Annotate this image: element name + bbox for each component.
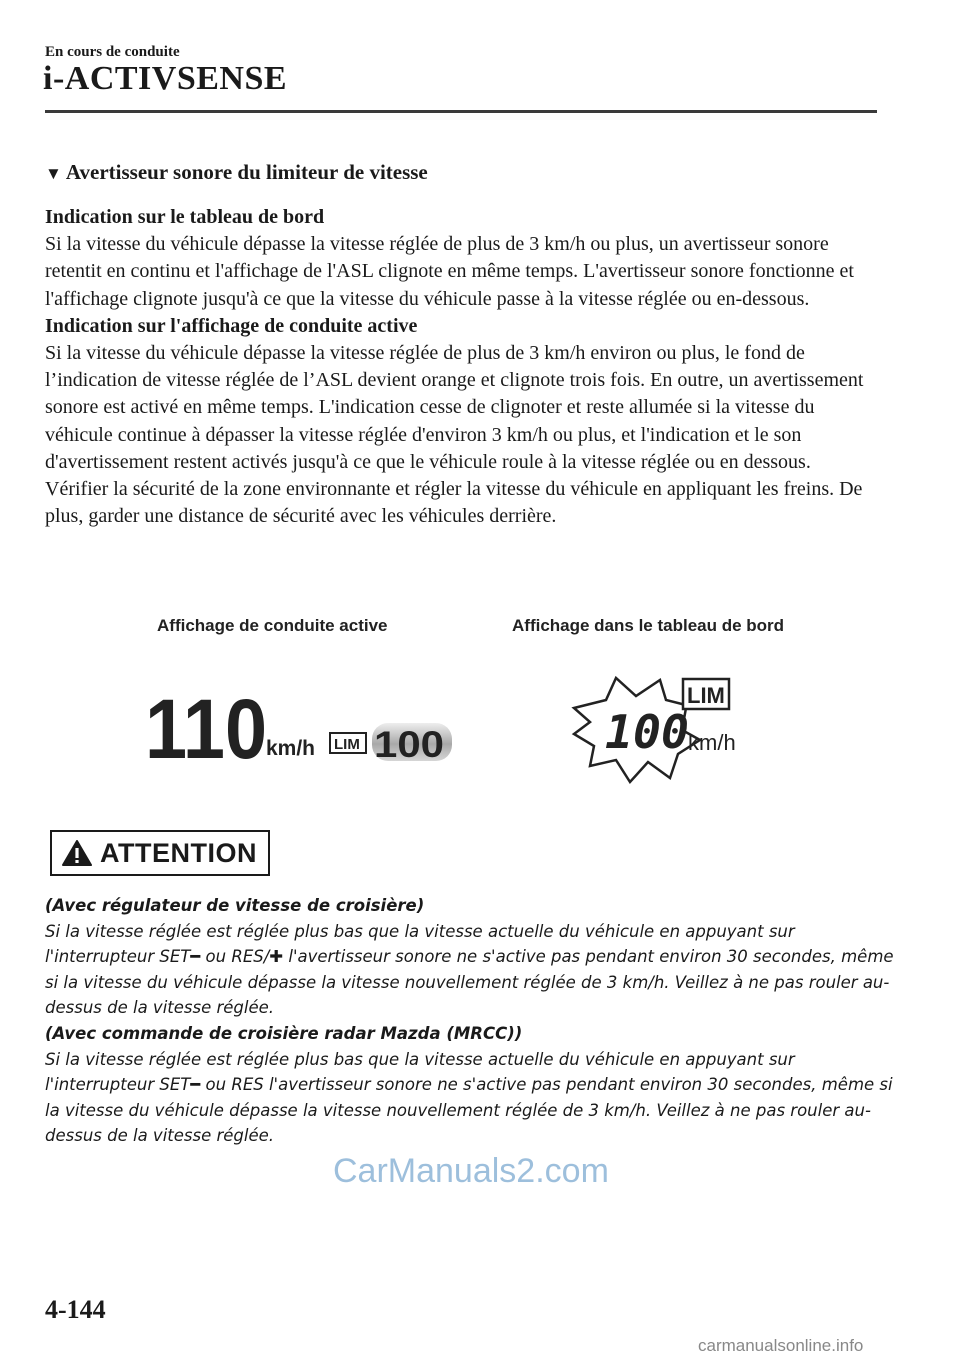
figure-caption-right: Affichage dans le tableau de bord bbox=[512, 616, 785, 635]
attention-heading-mrcc: (Avec commande de croisière radar Mazda (MRCC)) bbox=[45, 1023, 523, 1043]
attention-paragraph-cruise: Si la vitesse réglée est réglée plus bas que la vitesse actuelle du véhicule en appuyant sur l'interrupteur SET━ ou RES/✚ l'avertisseur sonore ne s'active pas pendant environ 30 secondes, même si la vitesse du véhicule dépasse la vitesse nouvellement réglée de 3 km/h. Veillez à ne pas rouler au-dessus de la vitesse réglée. bbox=[45, 921, 894, 1018]
current-speed-value: 110 bbox=[145, 682, 267, 770]
header-section-label: En cours de conduite bbox=[45, 44, 180, 60]
block2-text2: Vérifier la sécurité de la zone environnante et régler la vitesse du véhicule en appliquant les freins. De plus, garder une distance de sécurité avec les véhicules derrière. bbox=[45, 478, 863, 528]
watermark-logo: CarManuals2.com bbox=[333, 1152, 609, 1190]
section-heading bbox=[45, 160, 428, 185]
watermark-footer: carmanualsonline.info bbox=[698, 1336, 864, 1355]
page-title: i-ACTIVSENSE bbox=[43, 60, 288, 97]
triangle-down-icon: ▼ bbox=[45, 164, 62, 183]
body-text bbox=[45, 204, 885, 530]
lim-badge-text: LIM bbox=[334, 736, 360, 753]
minus-icon: ━ bbox=[190, 947, 201, 967]
active-driving-display-figure bbox=[140, 680, 470, 770]
set-speed-value: 100 bbox=[374, 724, 444, 765]
block1-text: Si la vitesse du véhicule dépasse la vitesse réglée de plus de 3 km/h ou plus, un avertisseur sonore retentit en continu et l'affichage de l'ASL clignote en même temps. L'avertisseur sonore fonctionne et l'affichage clignote jusqu'à ce que la vitesse du véhicule passe à la vitesse réglée ou en-dessous. bbox=[45, 233, 854, 310]
figure-caption-left: Affichage de conduite active bbox=[157, 616, 388, 635]
block2-text: Si la vitesse du véhicule dépasse la vitesse réglée de plus de 3 km/h environ ou plus, le fond de l’indication de vitesse réglée de l’ASL devient orange et clignote trois fois. En outre, un avertissement sonore est activé en même temps. L'indication cesse de clignoter et reste allumée si la vitesse du véhicule continue à dépasser la vitesse réglée d'environ 3 km/h ou plus, et l'indication et le son d'avertissement restent activés jusqu'à ce que le véhicule roule à la vitesse réglée ou en dessous. bbox=[45, 342, 864, 473]
block2-heading: Indication sur l'affichage de conduite active bbox=[45, 314, 418, 337]
attention-paragraph-mrcc: Si la vitesse réglée est réglée plus bas que la vitesse actuelle du véhicule en appuyant sur l'interrupteur SET━ ou RES l'avertisseur sonore ne s'active pas pendant environ 30 secondes, même si la vitesse du véhicule dépasse la vitesse nouvellement réglée de 3 km/h. Veillez à ne pas rouler au-dessus de la vitesse réglée. bbox=[45, 1049, 893, 1146]
warning-triangle-icon bbox=[62, 839, 92, 867]
page-number: 4-144 bbox=[45, 1295, 106, 1324]
header-divider bbox=[45, 110, 877, 113]
set-speed-value: 100 bbox=[605, 705, 689, 759]
instrument-cluster-display-figure bbox=[560, 670, 775, 785]
attention-label: ATTENTION bbox=[100, 837, 257, 868]
block1-heading: Indication sur le tableau de bord bbox=[45, 206, 325, 228]
attention-heading-cruise: (Avec régulateur de vitesse de croisière) bbox=[45, 896, 425, 915]
attention-text bbox=[45, 893, 895, 1149]
current-speed-unit: km/h bbox=[266, 737, 316, 760]
set-speed-unit: km/h bbox=[688, 730, 736, 755]
plus-icon: ✚ bbox=[269, 947, 284, 967]
minus-icon: ━ bbox=[190, 1075, 201, 1095]
section-heading-text: Avertisseur sonore du limiteur de vitesse bbox=[65, 160, 428, 184]
attention-box bbox=[50, 830, 270, 876]
lim-badge-text: LIM bbox=[687, 683, 725, 708]
